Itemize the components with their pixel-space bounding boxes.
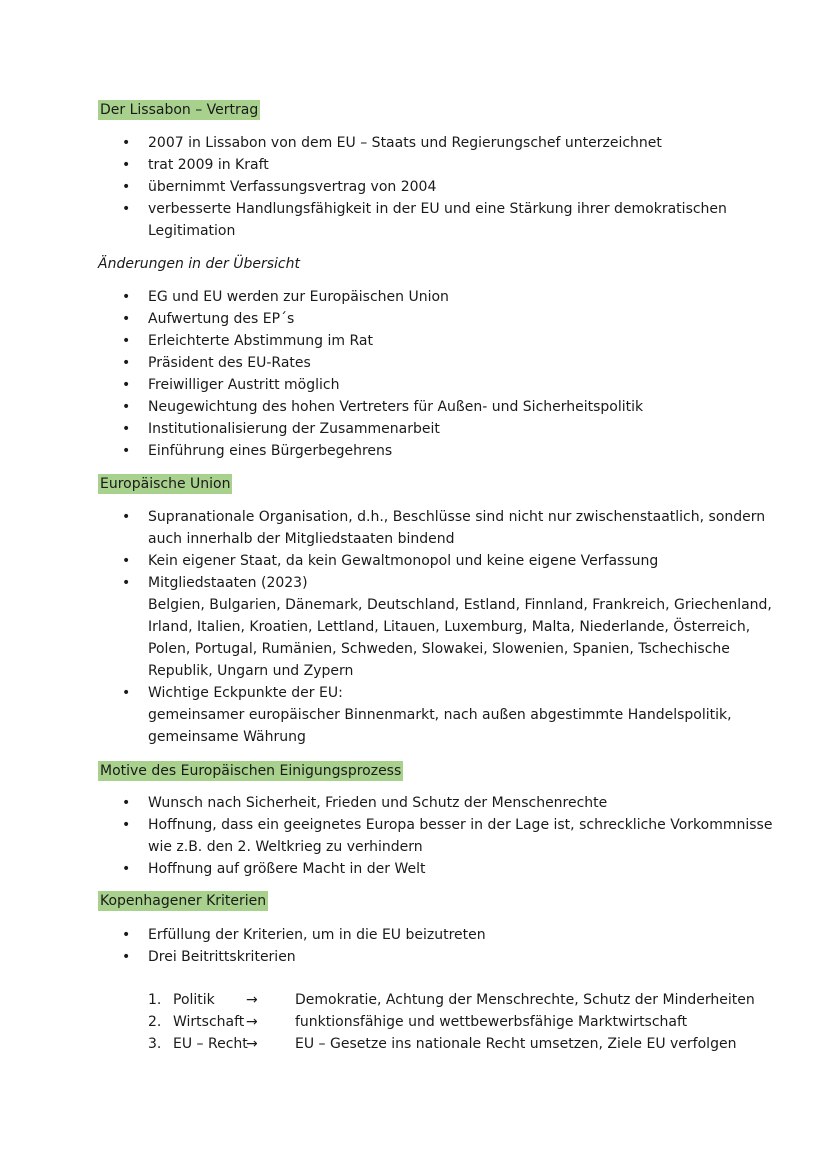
- list-item-text: • Kein eigener Staat, da kein Gewaltmonopol und keine eigene Verfassung: [148, 553, 659, 569]
- criteria-item: [0, 989, 828, 1011]
- list-eu: [0, 506, 828, 748]
- criteria-number: 3.: [148, 1036, 162, 1052]
- list-item: [0, 682, 748, 748]
- list-item: [0, 352, 748, 374]
- list-item: [0, 308, 748, 330]
- list-item: [0, 924, 748, 946]
- list-motive: [0, 792, 828, 880]
- heading-motive: Motive des Europäischen Einigungsprozess: [100, 763, 402, 779]
- list-item-text: Irland, Italien, Kroatien, Lettland, Litauen, Luxemburg, Malta, Niederlande, Österreich,: [148, 619, 751, 635]
- list-item-text: Polen, Portugal, Rumänien, Schweden, Slowakei, Slowenien, Spanien, Tschechische: [148, 641, 730, 657]
- list-item: [0, 946, 748, 968]
- list-item-text: gemeinsamer europäischer Binnenmarkt, nach außen abgestimmte Handelspolitik,: [148, 707, 732, 723]
- criteria-term: Wirtschaft: [173, 1014, 245, 1030]
- list-item-text: • 2007 in Lissabon von dem EU – Staats und Regierungschef unterzeichnet: [148, 135, 662, 151]
- list-item-text: • Hoffnung auf größere Macht in der Welt: [148, 861, 426, 877]
- criteria-term: Politik: [173, 992, 215, 1008]
- list-item-text: • Aufwertung des EP´s: [148, 311, 295, 327]
- list-item-text: • Hoffnung, dass ein geeignetes Europa besser in der Lage ist, schreckliche Vorkommnisse: [148, 817, 773, 833]
- list-item-text: • Neugewichtung des hohen Vertreters für Außen- und Sicherheitspolitik: [148, 399, 644, 415]
- arrow-right-icon: →: [246, 1036, 258, 1052]
- list-item-text: • Präsident des EU-Rates: [148, 355, 311, 371]
- criteria-number: 2.: [148, 1014, 162, 1030]
- list-item-text: • Freiwilliger Austritt möglich: [148, 377, 340, 393]
- list-item: [0, 440, 748, 462]
- list-item-text: Legitimation: [148, 223, 236, 239]
- list-item: [0, 814, 773, 858]
- criteria-term: EU – Recht: [173, 1036, 248, 1052]
- list-item: [0, 374, 748, 396]
- arrow-right-icon: →: [246, 1014, 258, 1030]
- criteria-item: [0, 1011, 828, 1033]
- arrow-right-icon: →: [246, 992, 258, 1008]
- list-item: [0, 154, 748, 176]
- list-item-text: • verbesserte Handlungsfähigkeit in der EU und eine Stärkung ihrer demokratischen: [148, 201, 727, 217]
- list-item-text: • Drei Beitrittskriterien: [148, 949, 296, 965]
- list-lissabon: [0, 132, 828, 242]
- list-item: [0, 330, 748, 352]
- list-item-text: • übernimmt Verfassungsvertrag von 2004: [148, 179, 437, 195]
- list-item-text: • Einführung eines Bürgerbegehrens: [148, 443, 393, 459]
- heading-eu: Europäische Union: [100, 476, 231, 492]
- heading-kopenhagen: Kopenhagener Kriterien: [100, 893, 267, 909]
- list-item-text: • Supranationale Organisation, d.h., Beschlüsse sind nicht nur zwischenstaatlich, sondern: [148, 509, 766, 525]
- list-item: [0, 418, 748, 440]
- subheading-aenderungen: Änderungen in der Übersicht: [98, 256, 300, 272]
- list-item: [0, 792, 748, 814]
- list-item: [0, 572, 772, 682]
- criteria-description: EU – Gesetze ins nationale Recht umsetzen, Ziele EU verfolgen: [295, 1036, 737, 1052]
- list-item-text: Belgien, Bulgarien, Dänemark, Deutschland, Estland, Finnland, Frankreich, Griechenland,: [148, 597, 772, 613]
- criteria-list: [0, 989, 828, 1055]
- list-item: [0, 396, 748, 418]
- list-item-text: Republik, Ungarn und Zypern: [148, 663, 354, 679]
- list-kopenhagen: [0, 924, 828, 968]
- list-item-text: gemeinsame Währung: [148, 729, 306, 745]
- list-item: [0, 286, 748, 308]
- list-item-text: • Wichtige Eckpunkte der EU:: [148, 685, 343, 701]
- criteria-description: funktionsfähige und wettbewerbsfähige Marktwirtschaft: [295, 1014, 688, 1030]
- criteria-number: 1.: [148, 992, 162, 1008]
- criteria-item: [0, 1033, 828, 1055]
- list-item-text: • trat 2009 in Kraft: [148, 157, 269, 173]
- list-item-text: • Institutionalisierung der Zusammenarbeit: [148, 421, 440, 437]
- list-item-text: • Wunsch nach Sicherheit, Frieden und Schutz der Menschenrechte: [148, 795, 608, 811]
- list-item: [0, 550, 748, 572]
- list-item: [0, 176, 748, 198]
- list-item-text: • EG und EU werden zur Europäischen Union: [148, 289, 449, 305]
- list-item-text: auch innerhalb der Mitgliedstaaten bindend: [148, 531, 455, 547]
- list-item-text: • Mitgliedstaaten (2023): [148, 575, 308, 591]
- list-aenderungen: [0, 286, 828, 462]
- list-item-text: wie z.B. den 2. Weltkrieg zu verhindern: [148, 839, 423, 855]
- list-item: [0, 132, 748, 154]
- list-item-text: • Erfüllung der Kriterien, um in die EU beizutreten: [148, 927, 486, 943]
- heading-lissabon: Der Lissabon – Vertrag: [100, 102, 259, 118]
- list-item-text: • Erleichterte Abstimmung im Rat: [148, 333, 373, 349]
- list-item: [0, 506, 766, 550]
- list-item: [0, 858, 748, 880]
- list-item: [0, 198, 748, 242]
- criteria-description: Demokratie, Achtung der Menschrechte, Schutz der Minderheiten: [295, 992, 755, 1008]
